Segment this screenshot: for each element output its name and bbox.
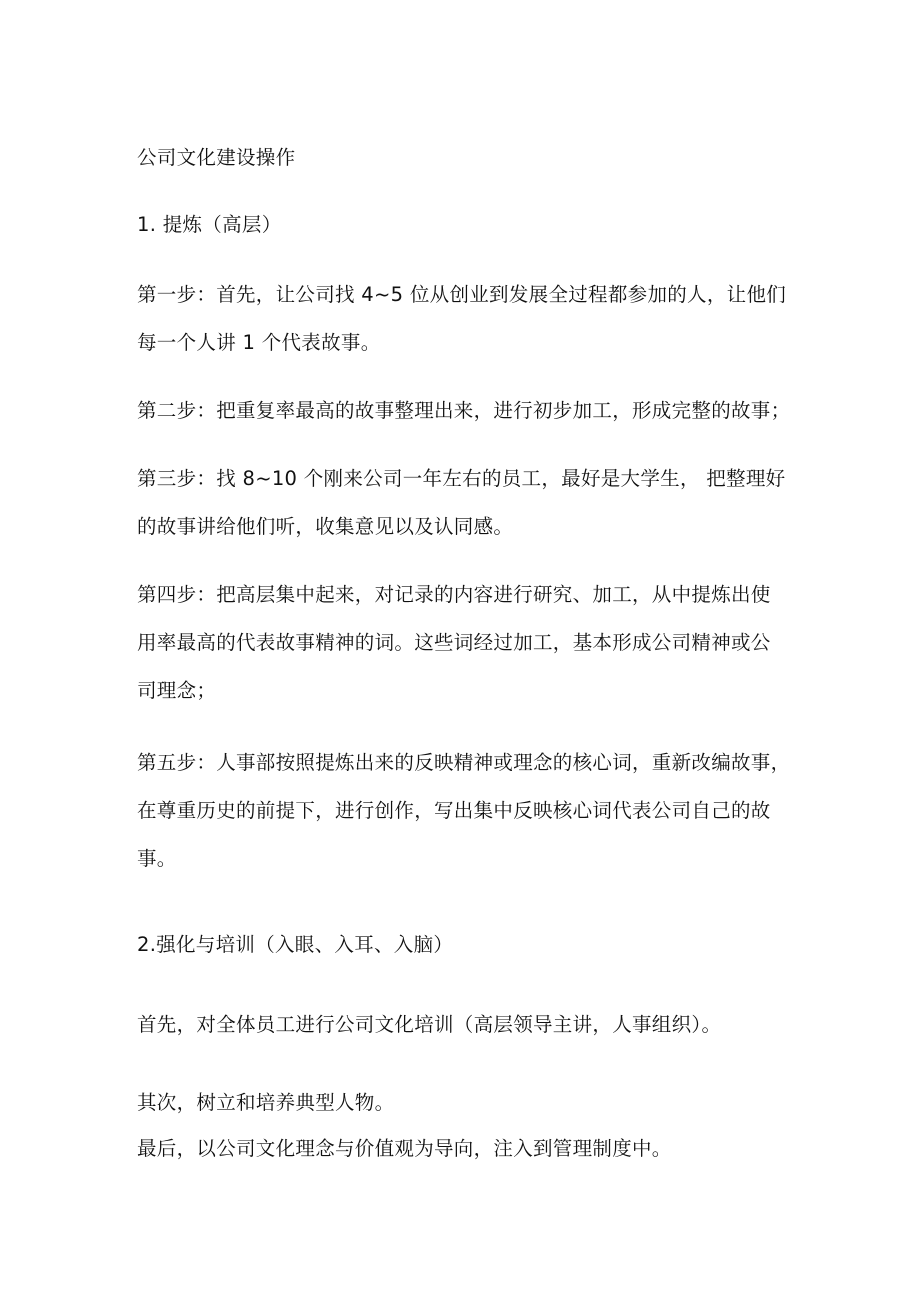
step-3-line-1: 第三步：找 8~10 个刚来公司一年左右的员工，最好是大学生， 把整理好 [137,467,786,490]
section-2-heading: 2.强化与培训（入眼、入耳、入脑） [137,933,454,956]
step-5-line-2: 在尊重历史的前提下，进行创作，写出集中反映核心词代表公司自己的故 [137,799,771,822]
step-4-line-1: 第四步：把高层集中起来，对记录的内容进行研究、加工，从中提炼出使 [137,583,771,606]
step-2-line-1: 第二步：把重复率最高的故事整理出来，进行初步加工，形成完整的故事； [137,399,791,422]
step-5-line-3: 事。 [137,847,177,870]
step-5-line-1: 第五步：人事部按照提炼出来的反映精神或理念的核心词，重新改编故事， [137,751,791,774]
step-4-line-3: 司理念； [137,679,217,702]
document-title: 公司文化建设操作 [137,146,296,169]
step-4-line-2: 用率最高的代表故事精神的词。这些词经过加工，基本形成公司精神或公 [137,631,771,654]
section-1-heading: 1. 提炼（高层） [137,213,282,236]
section-2-paragraph-2: 其次，树立和培养典型人物。 [137,1091,395,1114]
step-1-line-1: 第一步：首先，让公司找 4~5 位从创业到发展全过程都参加的人，让他们 [137,283,787,306]
section-2-paragraph-3: 最后，以公司文化理念与价值观为导向，注入到管理制度中。 [137,1137,672,1160]
step-3-line-2: 的故事讲给他们听，收集意见以及认同感。 [137,515,514,538]
step-1-line-2: 每一个人讲 1 个代表故事。 [137,331,381,354]
section-2-paragraph-1: 首先，对全体员工进行公司文化培训（高层领导主讲，人事组织）。 [137,1013,722,1036]
